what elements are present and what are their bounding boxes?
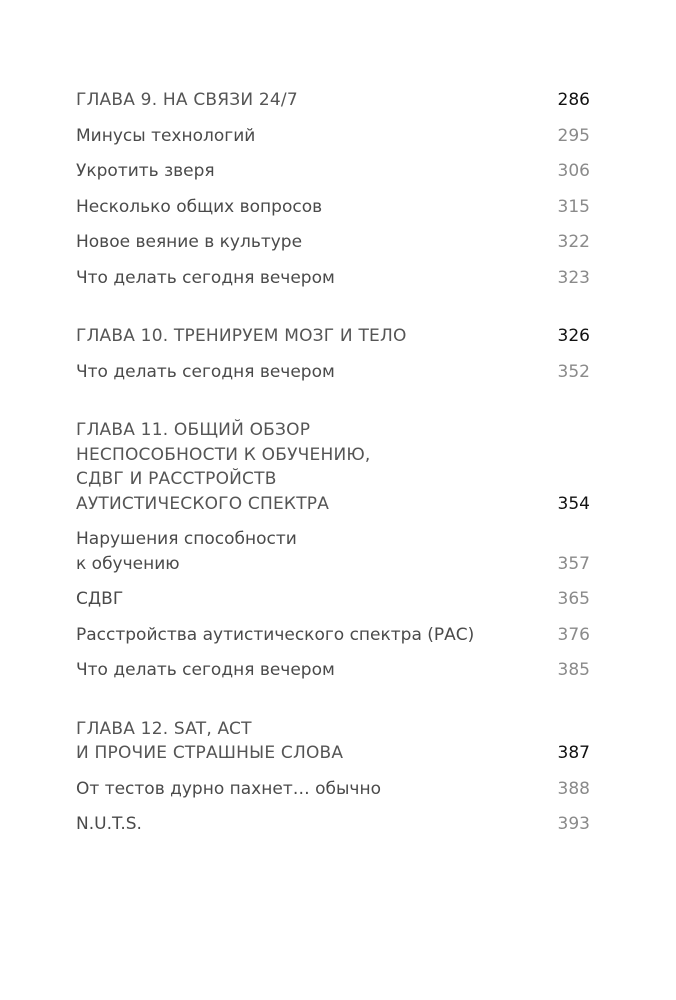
toc-entry-page: 315 [557, 196, 590, 217]
chapter-heading-row[interactable] [76, 324, 590, 349]
toc-entry-row[interactable] [76, 195, 590, 220]
toc-entry-row[interactable] [76, 266, 590, 291]
toc-entry-page: 295 [557, 125, 590, 146]
toc-chapter-11 [76, 418, 590, 683]
toc-entry-page: 388 [557, 778, 590, 799]
toc-entry-page: 376 [557, 624, 590, 645]
toc-entry-page: 393 [557, 814, 590, 834]
toc-entry-title: Что делать сегодня вечером [76, 660, 335, 680]
chapter-heading-page: 387 [557, 743, 590, 763]
toc-entry-title: Что делать сегодня вечером [76, 361, 335, 382]
toc-entry-page: 357 [557, 553, 590, 574]
chapter-heading-title: ГЛАВА 12. SAT, ACT И ПРОЧИЕ СТРАШНЫЕ СЛОВА [76, 718, 344, 763]
toc-entry-row[interactable] [76, 360, 590, 385]
toc-entry-page: 323 [557, 267, 590, 288]
toc-entry-title: Минусы технологий [76, 125, 256, 146]
chapter-heading-title: ГЛАВА 9. НА СВЯЗИ 24/7 [76, 90, 298, 110]
toc-entry-title: N.U.T.S. [76, 814, 142, 834]
toc-entry-page: 365 [557, 589, 590, 609]
chapter-heading-row[interactable] [76, 88, 590, 113]
chapter-heading-row[interactable] [76, 717, 590, 766]
toc-entry-title: Что делать сегодня вечером [76, 267, 335, 288]
toc-entry-title: Новое веяние в культуре [76, 232, 303, 252]
chapter-heading-page: 354 [557, 493, 590, 514]
toc-chapter-9 [76, 88, 590, 290]
toc-entry-row[interactable] [76, 658, 590, 683]
toc-entry-row[interactable] [76, 159, 590, 184]
toc-entry-row[interactable] [76, 812, 590, 837]
toc-entry-page: 322 [557, 232, 590, 252]
toc-entry-row[interactable] [76, 623, 590, 648]
toc-entry-title: Расстройства аутистического спектра (РАС) [76, 624, 475, 645]
toc-entry-row[interactable] [76, 230, 590, 255]
toc-chapter-12 [76, 717, 590, 837]
chapter-heading-row[interactable] [76, 418, 590, 516]
toc-entry-page: 306 [557, 161, 590, 181]
chapter-heading-title: ГЛАВА 11. ОБЩИЙ ОБЗОР НЕСПОСОБНОСТИ К ОБУЧЕНИЮ, СДВГ И РАССТРОЙСТВ АУТИСТИЧЕСКОГО СПЕКТРА [76, 420, 371, 514]
chapter-heading-page: 326 [557, 326, 590, 346]
toc-entry-page: 352 [557, 361, 590, 382]
toc-entry-row[interactable] [76, 777, 590, 802]
toc-entry-title: СДВГ [76, 589, 124, 609]
table-of-contents [76, 88, 590, 871]
toc-entry-row[interactable] [76, 587, 590, 612]
toc-entry-title: От тестов дурно пахнет… обычно [76, 778, 381, 799]
toc-entry-title: Укротить зверя [76, 161, 215, 181]
toc-entry-row[interactable] [76, 124, 590, 149]
chapter-heading-page: 286 [557, 90, 590, 110]
chapter-heading-title: ГЛАВА 10. ТРЕНИРУЕМ МОЗГ И ТЕЛО [76, 326, 407, 346]
toc-entry-row[interactable] [76, 527, 590, 576]
toc-entry-page: 385 [557, 660, 590, 680]
toc-chapter-10 [76, 324, 590, 384]
toc-entry-title: Нарушения способности к обучению [76, 529, 297, 574]
toc-entry-title: Несколько общих вопросов [76, 196, 323, 217]
